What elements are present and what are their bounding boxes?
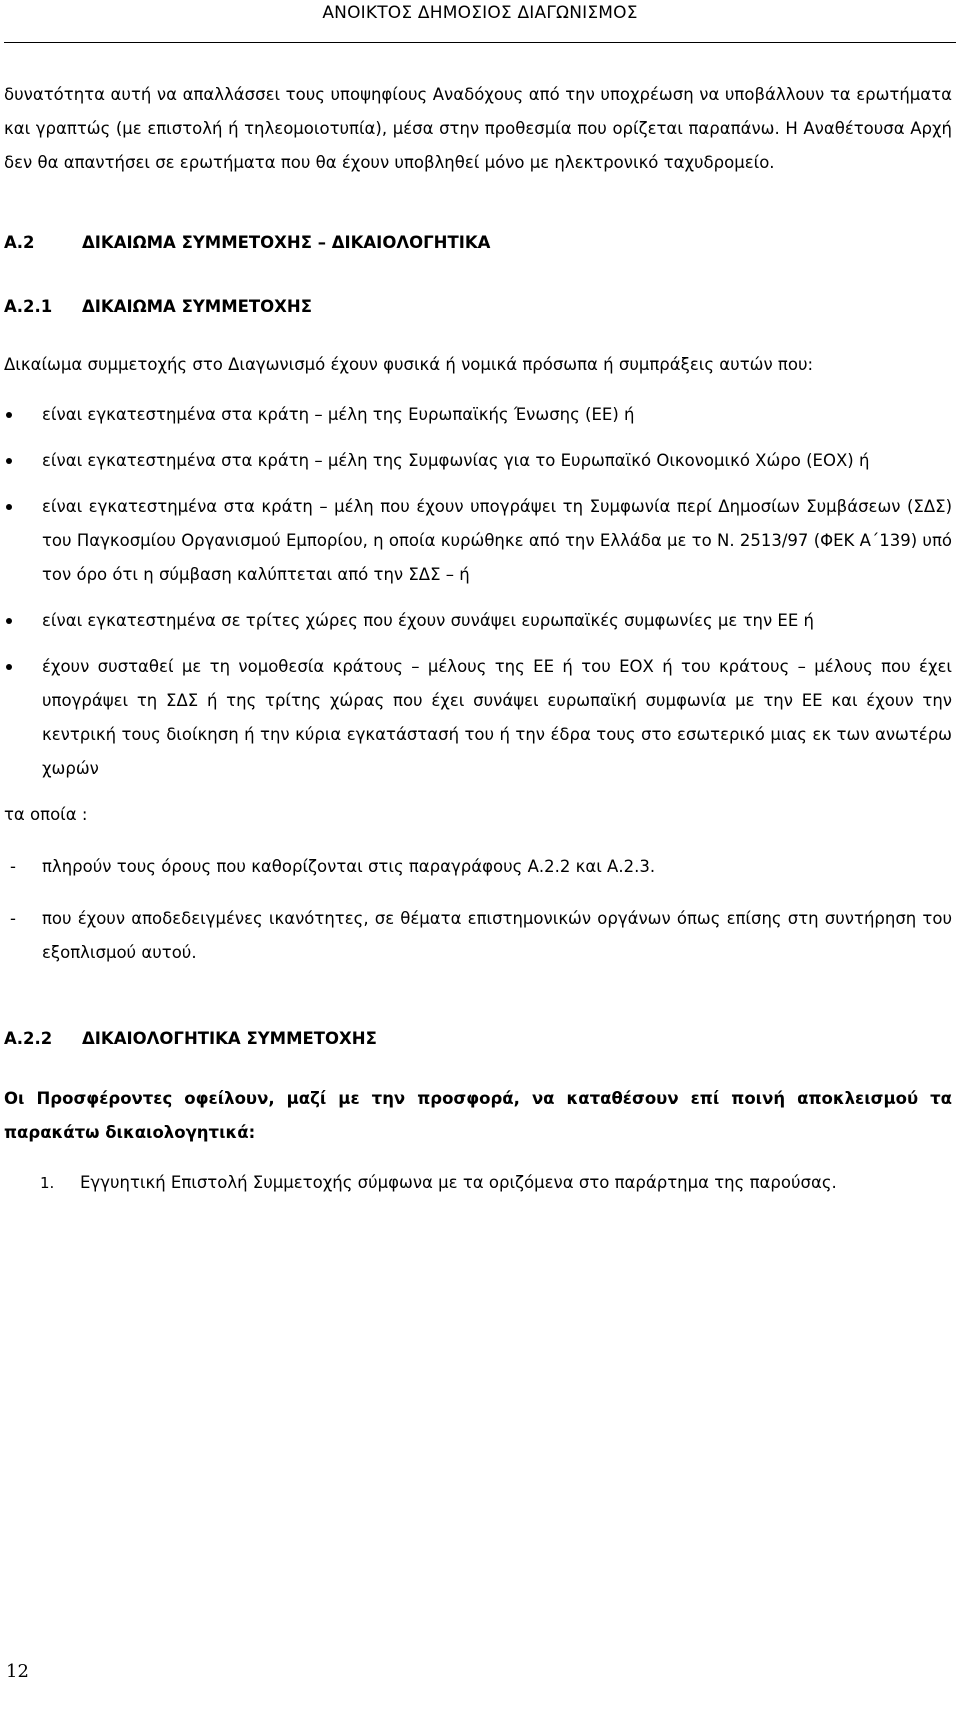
list-item-text: που έχουν αποδεδειγμένες ικανότητες, σε θέματα επιστημονικών οργάνων όπως επίσης στη συντήρηση του εξοπλισμού αυτού. <box>42 909 952 962</box>
list-item-text: είναι εγκατεστημένα στα κράτη – μέλη της Ευρωπαϊκής Ένωσης (ΕΕ) ή <box>42 405 635 424</box>
conditions-dash-list <box>4 850 952 970</box>
list-item-text: είναι εγκατεστημένα στα κράτη – μέλη που έχουν υπογράψει τη Συμφωνία περί Δημοσίων Συμβάσεων (ΣΔΣ) του Παγκοσμίου Οργανισμού Εμπορίου, η οποία κυρώθηκε από την Ελλάδα με το Ν. 2513/97 (ΦΕΚ Α΄139) υπό τον όρο ότι η σύμβαση καλύπτεται από την ΣΔΣ – ή <box>42 497 952 584</box>
running-header: ΑΝΟΙΚΤΟΣ ΔΗΜΟΣΙΟΣ ΔΙΑΓΩΝΙΣΜΟΣ <box>322 3 638 23</box>
section-number: Α.2.1 <box>4 297 53 316</box>
bullet-icon <box>6 504 12 510</box>
bullet-icon <box>6 412 12 418</box>
list-item <box>4 850 952 884</box>
list-item-text: πληρούν τους όρους που καθορίζονται στις παραγράφους Α.2.2 και Α.2.3. <box>42 857 656 876</box>
list-number: 1. <box>40 1174 55 1192</box>
document-body <box>4 78 952 1200</box>
page-number: 12 <box>6 1661 29 1682</box>
header-rule <box>4 42 956 43</box>
section-title: ΔΙΚΑΙΩΜΑ ΣΥΜΜΕΤΟΧΗΣ <box>82 297 312 316</box>
list-item <box>4 1166 952 1200</box>
eligibility-bullet-list <box>4 398 952 786</box>
list-item-text: έχουν συσταθεί με τη νομοθεσία κράτους – μέλους της ΕΕ ή του ΕΟΧ ή του κράτους – μέλους που έχει υπογράψει τη ΣΔΣ ή της τρίτης χώρας που έχει συνάψει ευρωπαϊκή συμφωνία με την ΕΕ και έχουν την κεντρική τους διοίκηση ή την κύρια εγκατάστασή του ή την έδρα τους στο εσωτερικό μιας εκ των ανωτέρω χωρών <box>42 657 952 778</box>
list-item <box>4 604 952 638</box>
list-item <box>4 490 952 592</box>
section-heading-a21 <box>4 290 952 324</box>
section-number: Α.2 <box>4 233 35 252</box>
which-label: τα οποία : <box>4 805 88 824</box>
list-item <box>4 650 952 786</box>
requirements-lead-paragraph: Οι Προσφέροντες οφείλουν, μαζί με την προσφορά, να καταθέσουν επί ποινή αποκλεισμού τα παρακάτω δικαιολογητικά: <box>4 1089 952 1142</box>
dash-marker: - <box>10 909 16 928</box>
list-item <box>4 902 952 970</box>
bullet-icon <box>6 618 12 624</box>
intro-paragraph: δυνατότητα αυτή να απαλλάσσει τους υποψηφίους Αναδόχους από την υποχρέωση να υποβάλλουν τα ερωτήματα και γραπτώς (με επιστολή ή τηλεομοιοτυπία), μέσα στην προθεσμία που ορίζεται παραπάνω. Η Αναθέτουσα Αρχή δεν θα απαντήσει σε ερωτήματα που θα έχουν υποβληθεί μόνο με ηλεκτρονικό ταχυδρομείο. <box>4 85 952 172</box>
section-number: Α.2.2 <box>4 1029 53 1048</box>
section-heading-a22 <box>4 1022 952 1056</box>
bullet-icon <box>6 664 12 670</box>
list-item-text: είναι εγκατεστημένα σε τρίτες χώρες που έχουν συνάψει ευρωπαϊκές συμφωνίες με την ΕΕ ή <box>42 611 814 630</box>
bullet-icon <box>6 458 12 464</box>
dash-marker: - <box>10 857 16 876</box>
section-title: ΔΙΚΑΙΟΛΟΓΗΤΙΚΑ ΣΥΜΜΕΤΟΧΗΣ <box>82 1029 377 1048</box>
section-spacer <box>4 988 952 1022</box>
documents-numbered-list <box>4 1166 952 1200</box>
list-item <box>4 444 952 478</box>
section-title: ΔΙΚΑΙΩΜΑ ΣΥΜΜΕΤΟΧΗΣ – ΔΙΚΑΙΟΛΟΓΗΤΙΚΑ <box>82 233 491 252</box>
section-heading-a2 <box>4 226 952 260</box>
participation-lead-paragraph: Δικαίωμα συμμετοχής στο Διαγωνισμό έχουν φυσικά ή νομικά πρόσωπα ή συμπράξεις αυτών που: <box>4 355 814 374</box>
list-item <box>4 398 952 432</box>
list-item-text: είναι εγκατεστημένα στα κράτη – μέλη της Συμφωνίας για το Ευρωπαϊκό Οικονομικό Χώρο (ΕΟΧ) ή <box>42 451 870 470</box>
list-item-text: Εγγυητική Επιστολή Συμμετοχής σύμφωνα με τα οριζόμενα στο παράρτημα της παρούσας. <box>80 1173 837 1192</box>
